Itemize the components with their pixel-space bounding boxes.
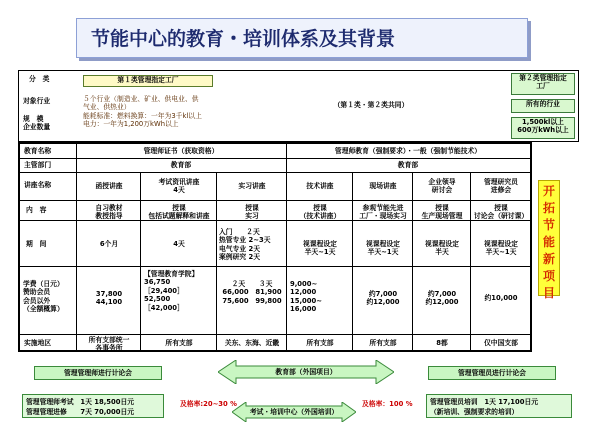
bottom-right-top: 管理管理员进行计论会 (428, 366, 556, 380)
bottom-arrow-label: 考试・培训中心（外国培训） (249, 408, 339, 416)
course-content: 授课 生产现场管理 (421, 204, 463, 221)
course-period: 视课程设定 半天~1天 (303, 240, 337, 257)
course-region: 所有支部统一 各事务所 (88, 336, 130, 353)
row-label-category: 分 类 (29, 75, 50, 83)
course-period: 视课程设定 半天~1天 (484, 240, 518, 257)
class2-sector: 所有的行业 (511, 99, 575, 113)
title-bar (76, 18, 528, 58)
course-name: 现场讲座 (369, 182, 397, 190)
course-content: 参观节能先进 工厂・现场实习 (359, 204, 407, 221)
course-name: 管理研究员 进修会 (484, 178, 518, 195)
header-certificate: 管理师证书（获取资格） (143, 147, 219, 155)
row-label-fee: 学费（日元） 赞助会员 会员以外 （全额概算） (23, 280, 64, 314)
course-name: 企业领导 研讨会 (428, 178, 456, 195)
course-region: 所有支部 (369, 339, 397, 347)
row-label-education: 教育名称 (24, 147, 52, 155)
header-training: 管理师教育（强制要求）・一般（强制节能技术） (334, 147, 482, 155)
course-fee: 【管理教育学院】 36,750 ［29,400］ 52,500 ［42,000］ (144, 270, 199, 312)
course-fee: 37,800 44,100 (95, 290, 123, 307)
course-fee: 约7,000 约12,000 (366, 290, 400, 307)
course-content: 授课 包括试题解释和讲座 (148, 204, 210, 221)
course-fee: 约7,000 约12,000 (425, 290, 459, 307)
top-section (18, 70, 579, 142)
page-title: 节能中心的教育・培训体系及其背景 (91, 28, 396, 50)
row-label-period: 期 间 (26, 240, 47, 248)
course-region: 所有支部 (165, 339, 193, 347)
course-period: 视课程设定 半天 (425, 240, 459, 257)
course-region: 仅中国支部 (484, 339, 518, 347)
bottom-left-box: 管理管理师考试 1天 18,500日元 管理管理进修 7天 70,000日元 (22, 394, 164, 418)
course-name: 技术讲座 (306, 182, 334, 190)
shared-note: （第１类・第２类共同） (333, 101, 409, 109)
course-content: 自习教材 教授指导 (95, 204, 123, 221)
course-region: 关东、东海、近畿 (224, 339, 280, 347)
pass-rate-right: 及格率：100 % (362, 400, 413, 408)
course-region: 8都 (436, 339, 448, 347)
course-fee: 约10,000 (484, 294, 518, 302)
course-fee: 9,000~ 12,000 15,000~ 16,000 (290, 280, 322, 314)
course-name: 函授讲座 (95, 182, 123, 190)
course-content: 授课 （技术讲座） (299, 204, 341, 221)
row-label-dept: 主管部门 (24, 161, 52, 169)
class2-scale: 1,500kl以上 600万kWh以上 (511, 117, 575, 139)
class1-label: 第１类管理指定工厂 (83, 75, 213, 87)
course-content: 授课 讨论会（研讨课） (473, 204, 529, 221)
center-arrow-label: 教育部（外国项目） (275, 368, 337, 376)
course-period: 入门 ２天 热管专业 2~3天 电气专业 2天 案例研究 2天 (219, 228, 271, 262)
course-period: 4天 (173, 240, 185, 248)
course-content: 授课 实习 (245, 204, 259, 221)
bottom-right-box: 管理管理员培训 1天 17,100日元 （新培训、强制要求的培训） (426, 394, 572, 418)
course-fee: ２天 ３天 66,000 81,900 75,600 99,800 (222, 280, 282, 305)
class2-label: 第２类管理指定 工厂 (511, 73, 575, 95)
main-table (18, 142, 532, 352)
row-label-course: 讲座名称 (24, 181, 52, 189)
row-label-industry: 对象行业 (23, 97, 51, 105)
new-project-label: 开 拓 节 能 新 项 目 (538, 180, 560, 296)
course-period: 6个月 (99, 240, 119, 248)
class1-detail: ５个行业（制造业、矿业、供电业、供 气业、供热业） 能耗标准：燃料换算：一年为3千kl以上 电力：一年为1,200万kWh以上 (83, 95, 202, 129)
row-label-scale: 规 模 企业数量 (23, 115, 51, 132)
pass-rate-left: 及格率:20~30 % (180, 400, 237, 408)
course-name: 实习讲座 (238, 182, 266, 190)
row-label-content: 内 容 (26, 206, 47, 214)
row-label-region: 实施地区 (24, 339, 52, 347)
dept-right: 教育部 (397, 161, 419, 169)
course-period: 视课程设定 半天~1天 (366, 240, 400, 257)
bottom-left-top: 管理管理师进行计论会 (34, 366, 162, 380)
course-region: 所有支部 (306, 339, 334, 347)
dept-left: 教育部 (170, 161, 192, 169)
course-name: 考试资讯讲座 4天 (158, 178, 200, 195)
